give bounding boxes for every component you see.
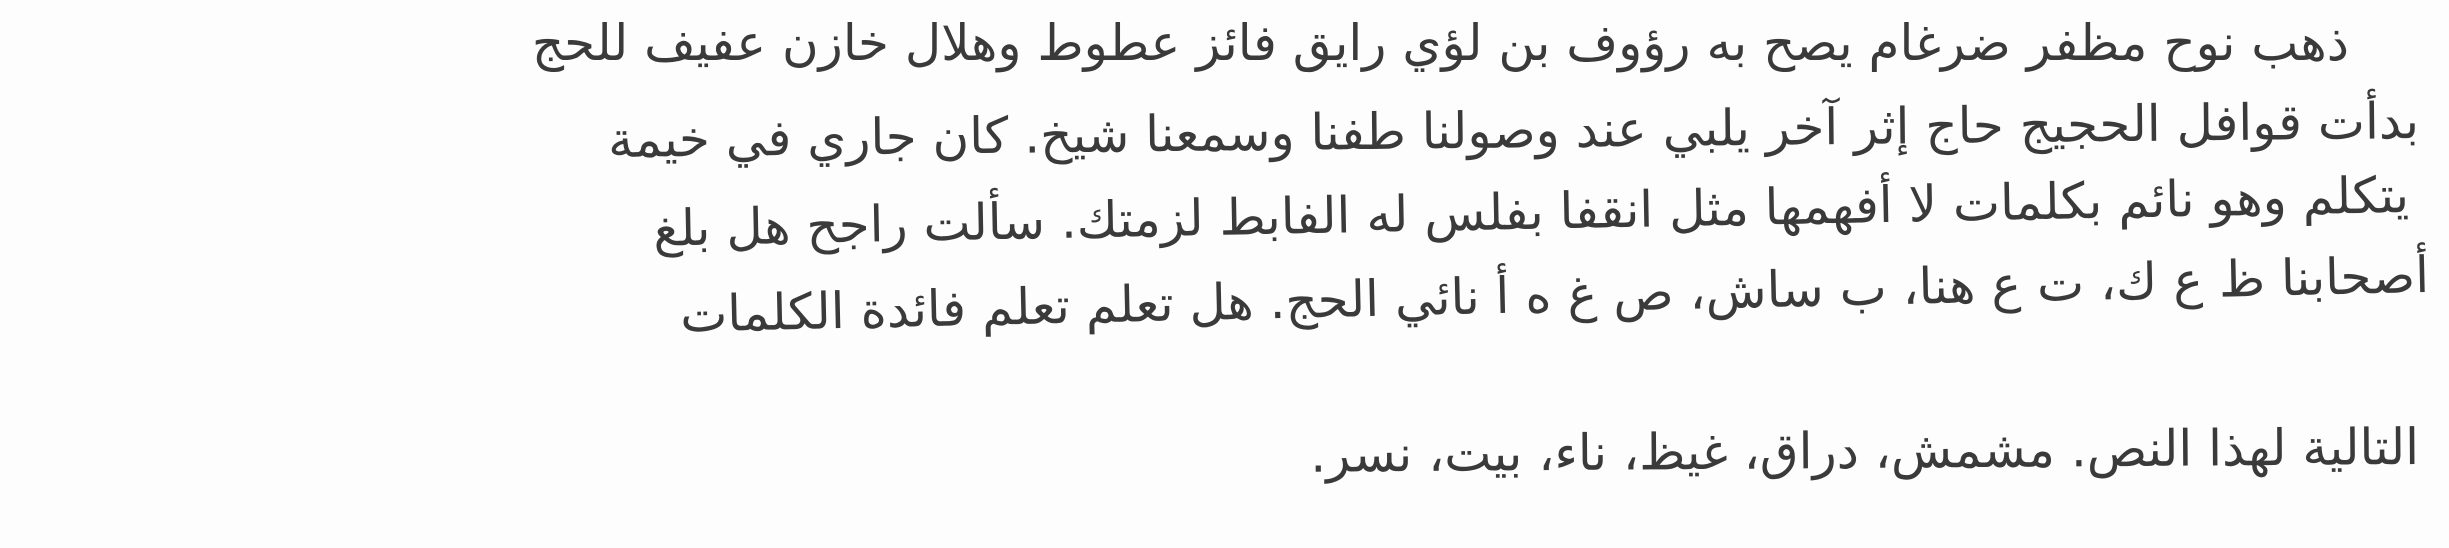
text-line-1: ذهب نوح مظفر ضرغام يصح به رؤوف بن لؤي رايق فائز عطوط وهلال خازن عفيف للحج [531, 14, 2349, 72]
text-line-3: يتكلم وهو نائم بكلمات لا أفهمها مثل انقفا بفلس له الفابط لزمتك. سألت راجح هل بلغ [652, 166, 2410, 258]
text-line-4: أصحابنا ظ ع ك، ت ع هنا، ب ساش، ص غ ه أ نائي الحج. هل تعلم تعلم فائدة الكلمات [679, 246, 2430, 344]
text-line-2: بدأت قوافل الحجيج حاج إثر آخر يلبي عند وصولنا طفنا وسمعنا شيخ. كان جاري في خيمة [607, 92, 2420, 169]
text-line-5: التالية لهذا النص. مشمش، دراق، غيظ، ناء، بيت، نسر. [1310, 418, 2420, 484]
